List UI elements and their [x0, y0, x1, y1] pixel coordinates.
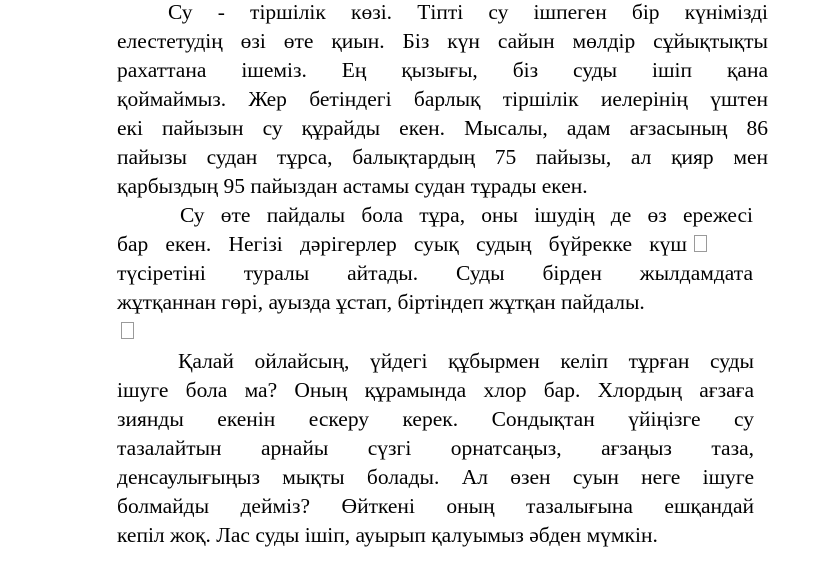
paragraph-3-line-6: болмайды дейміз? Өйткені оның тазалығына ешқандай [117, 494, 754, 518]
paragraph-3-line-7: кепіл жоқ. Лас суды ішіп, ауырып қалуымыз әбден мүмкін. [117, 523, 658, 547]
paragraph-1-line-4: қоймаймыз. Жер бетіндегі барлық тіршілік иелерінің үштен [117, 87, 768, 111]
paragraph-1-line-1: Су - тіршілік көзі. Тіпті су ішпеген бір күнімізді [168, 0, 768, 24]
paragraph-3-line-1: Қалай ойлайсың, үйдегі құбырмен келіп тұрған суды [178, 349, 754, 373]
paragraph-1-line-2: елестетудің өзі өте қиын. Біз күн сайын мөлдір сұйықтықты [117, 29, 768, 53]
missing-glyph-box [694, 235, 707, 252]
paragraph-1-line-6: пайызы судан тұрса, балықтардың 75 пайызы, ал қияр мен [117, 145, 768, 169]
paragraph-1-line-3: рахаттана ішеміз. Ең қызығы, біз суды ішіп қана [117, 58, 768, 82]
missing-glyph-box [121, 322, 134, 339]
paragraph-2-line-2: бар екен. Негізі дәрігерлер суық судың бүйрекке күш [117, 232, 687, 256]
paragraph-1-line-7: қарбыздың 95 пайыздан астамы судан тұрады екен. [117, 174, 588, 198]
paragraph-2-line-4: жұтқаннан гөрі, ауызда ұстап, біртіндеп жұтқан пайдалы. [117, 290, 645, 314]
paragraph-3-line-4: тазалайтын арнайы сүзгі орнатсаңыз, ағзаңыз таза, [117, 436, 754, 460]
paragraph-3-line-2: ішуге бола ма? Оның құрамында хлор бар. Хлордың ағзаға [117, 378, 754, 402]
paragraph-3-line-3: зиянды екенін ескеру керек. Сондықтан үйіңізге су [117, 407, 754, 431]
paragraph-2-line-1: Су өте пайдалы бола тұра, оны ішудің де өз ережесі [180, 203, 753, 227]
paragraph-3-line-5: денсаулығыңыз мықты болады. Ал өзен суын неге ішуге [117, 465, 754, 489]
paragraph-2-line-3: түсіретіні туралы айтады. Суды бірден жылдамдата [117, 261, 753, 285]
paragraph-1-line-5: екі пайызын су құрайды екен. Мысалы, адам ағзасының 86 [117, 116, 768, 140]
